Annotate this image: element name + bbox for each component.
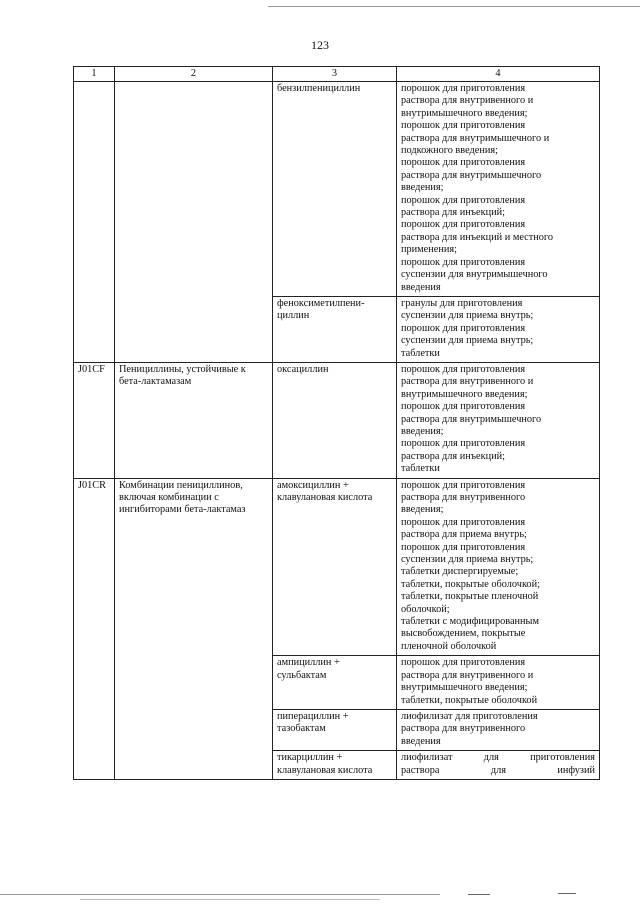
text-line: раствора для внутримышечного: [401, 169, 542, 181]
dosage-forms-cell: [397, 709, 600, 750]
text-line: пиперациллин +: [277, 710, 349, 722]
text-line: порошок для приготовления: [401, 219, 526, 231]
scan-mark: [558, 893, 576, 894]
text-line: порошок для приготовления: [401, 438, 526, 450]
text-line: таблетки, покрытые оболочкой;: [401, 578, 540, 590]
text-line: введения;: [401, 504, 444, 516]
text-line: подкожного введения;: [401, 145, 498, 157]
text-line: раствора для приема внутрь;: [401, 529, 527, 541]
dosage-forms-cell: [397, 656, 600, 710]
text-line: лиофилизат для приготовления: [401, 752, 595, 764]
text-line: введения;: [401, 182, 444, 194]
column-header: 4: [397, 67, 600, 82]
dosage-forms-cell: [397, 751, 600, 780]
text-line: применения;: [401, 244, 457, 256]
text-line: таблетки: [401, 463, 440, 475]
text-line: суспензии для приема внутрь;: [401, 554, 534, 566]
text-line: суспензии для внутримышечного: [401, 269, 548, 281]
drug-name-cell: [273, 362, 397, 478]
text-line: таблетки диспергируемые;: [401, 566, 519, 578]
text-line: порошок для приготовления: [401, 363, 526, 375]
text-line: порошок для приготовления: [401, 479, 526, 491]
text-line: таблетки, покрытые оболочкой: [401, 694, 538, 706]
text-line: раствора для внутривенного: [401, 492, 526, 503]
text-line: таблетки: [401, 347, 440, 359]
text-line: порошок для приготовления: [401, 256, 526, 268]
drug-name-cell: [273, 82, 397, 297]
text-line: лиофилизат для приготовления: [401, 710, 538, 722]
atc-code-cell: [74, 82, 115, 363]
table-row: [74, 82, 600, 297]
group-name-cell: [115, 362, 273, 478]
text-line: внутримышечного введения;: [401, 107, 528, 119]
text-line: феноксиметилпени-: [277, 297, 365, 309]
text-line: ингибиторами бета-лактамаз: [119, 504, 246, 516]
scan-border-top: [268, 6, 640, 7]
text-line: порошок для приготовления: [401, 401, 526, 413]
text-line: гранулы для приготовления: [401, 297, 523, 309]
text-line: порошок для приготовления: [401, 516, 526, 528]
text-line: раствора для инъекций и местного: [401, 231, 554, 243]
text-line: внутримышечного введения;: [401, 388, 528, 400]
text-line: порошок для приготовления: [401, 157, 526, 169]
header-row: [74, 67, 600, 82]
atc-code-cell: J01CR: [74, 478, 115, 779]
text-line: порошок для приготовления: [401, 194, 526, 206]
text-line: введения: [401, 735, 441, 747]
text-line: введения;: [401, 425, 444, 437]
text-line: оболочкой;: [401, 603, 450, 615]
table-row: [74, 478, 600, 656]
text-line: таблетки с модифицированным: [401, 616, 539, 628]
column-header: 3: [273, 67, 397, 82]
drug-name-cell: [273, 751, 397, 780]
text-line: порошок для приготовления: [401, 120, 526, 132]
text-line: порошок для приготовления: [401, 322, 526, 334]
scan-border-bottom: [0, 894, 440, 895]
text-line: ампициллин +: [277, 657, 340, 669]
text-line: амоксициллин +: [277, 479, 349, 491]
text-line: порошок для приготовления: [401, 83, 526, 94]
dosage-forms-cell: [397, 362, 600, 478]
column-header: 1: [74, 67, 115, 82]
text-line: внутримышечного введения;: [401, 682, 528, 694]
text-line: раствора для внутривенного и: [401, 376, 534, 388]
text-line: пленочной оболочкой: [401, 640, 497, 652]
text-line: суспензии для приема внутрь;: [401, 335, 534, 347]
text-line: высвобождением, покрытые: [401, 628, 526, 640]
atc-code-cell: J01CF: [74, 362, 115, 478]
scan-border-bottom: [80, 899, 380, 900]
dosage-forms-cell: [397, 296, 600, 362]
text-line: клавулановая кислота: [277, 492, 373, 503]
text-line: Комбинации пенициллинов,: [119, 479, 243, 491]
text-line: порошок для приготовления: [401, 657, 526, 669]
text-line: раствора для инфузий: [401, 764, 595, 776]
drug-name-cell: [273, 709, 397, 750]
text-line: оксациллин: [277, 363, 329, 375]
text-line: раствора для внутримышечного и: [401, 132, 550, 144]
text-line: бензилпенициллин: [277, 83, 361, 94]
dosage-forms-cell: [397, 82, 600, 297]
group-name-cell: [115, 478, 273, 779]
text-line: раствора для внутримышечного: [401, 413, 542, 425]
text-line: раствора для инъекций;: [401, 450, 506, 462]
text-line: включая комбинации с: [119, 492, 219, 503]
text-line: раствора для внутривенного: [401, 723, 526, 735]
group-name-cell: [115, 82, 273, 363]
page-number: 123: [311, 38, 329, 52]
drug-name-cell: [273, 656, 397, 710]
table-row: [74, 362, 600, 478]
text-line: тазобактам: [277, 723, 326, 735]
column-header: 2: [115, 67, 273, 82]
drug-table: [73, 66, 600, 780]
text-line: порошок для приготовления: [401, 541, 526, 553]
table-body: [74, 82, 600, 780]
text-line: циллин: [277, 310, 310, 322]
drug-name-cell: [273, 478, 397, 656]
text-line: раствора для инъекций;: [401, 207, 506, 219]
text-line: раствора для внутривенного и: [401, 669, 534, 681]
table-header: [74, 67, 600, 82]
text-line: Пенициллины, устойчивые к: [119, 363, 246, 375]
text-line: сульбактам: [277, 669, 327, 681]
text-line: клавулановая кислота: [277, 764, 373, 776]
text-line: бета-лактамазам: [119, 376, 192, 388]
text-line: суспензии для приема внутрь;: [401, 310, 534, 322]
scan-mark: [468, 894, 490, 895]
text-line: таблетки, покрытые пленочной: [401, 591, 539, 603]
text-line: введения: [401, 281, 441, 293]
drug-name-cell: [273, 296, 397, 362]
text-line: раствора для внутривенного и: [401, 95, 534, 107]
text-line: тикарциллин +: [277, 752, 343, 764]
dosage-forms-cell: [397, 478, 600, 656]
